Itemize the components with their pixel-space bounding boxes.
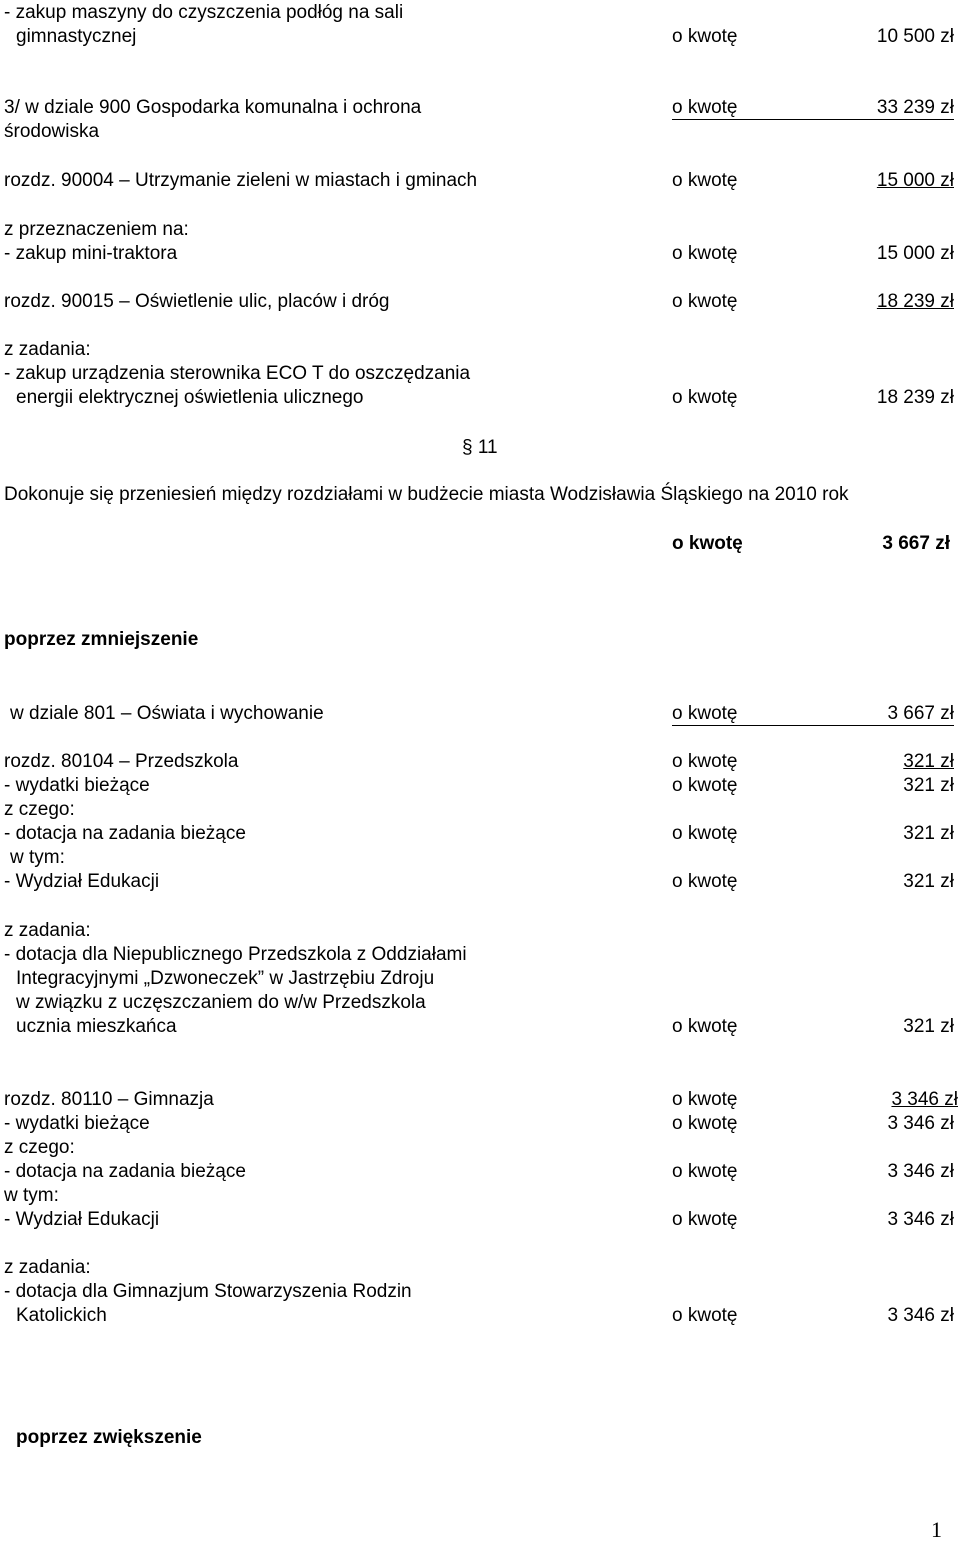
item-line: - dotacja na zadania bieżące — [4, 1161, 246, 1182]
section-line: w dziale 801 – Oświata i wychowanie — [10, 703, 324, 724]
amount-prefix: o kwotę — [672, 26, 738, 47]
section-line: 3/ w dziale 900 Gospodarka komunalna i ochrona — [4, 97, 422, 118]
item-line: - dotacja dla Niepublicznego Przedszkola z Oddziałami — [4, 944, 467, 965]
amount: 10 500 zł — [876, 26, 954, 47]
section-line: środowiska — [4, 121, 100, 142]
amount-prefix: o kwotę — [672, 751, 738, 772]
amount-prefix: o kwotę — [672, 1161, 738, 1182]
amount: 3 667 zł — [887, 703, 954, 724]
amount-prefix: o kwotę — [672, 291, 738, 312]
chapter-line: rozdz. 80104 – Przedszkola — [4, 751, 239, 772]
item-line: - Wydział Edukacji — [4, 871, 160, 892]
amount: 15 000 zł — [876, 170, 954, 191]
amount-prefix: o kwotę — [672, 1089, 738, 1110]
amount-prefix: o kwotę — [672, 775, 738, 796]
item-line: Integracyjnymi „Dzwoneczek” w Jastrzębiu Zdroju — [16, 968, 435, 989]
page-number: 1 — [931, 1517, 942, 1542]
amount-prefix: o kwotę — [672, 387, 738, 408]
label-line: w tym: — [10, 847, 65, 868]
amount: 3 346 zł — [891, 1089, 958, 1110]
item-line: - Wydział Edukacji — [4, 1209, 160, 1230]
item-line: - zakup mini-traktora — [4, 243, 178, 264]
chapter-line: rozdz. 90015 – Oświetlenie ulic, placów i dróg — [4, 291, 390, 312]
amount: 15 000 zł — [876, 243, 954, 264]
total-amount: 3 667 zł — [882, 533, 950, 554]
amount: 18 239 zł — [876, 291, 954, 312]
item-line: - wydatki bieżące — [4, 775, 150, 796]
item-line: - dotacja dla Gimnazjum Stowarzyszenia Rodzin — [4, 1281, 412, 1302]
amount: 3 346 zł — [887, 1209, 954, 1230]
amount-prefix: o kwotę — [672, 1113, 738, 1134]
chapter-line: rozdz. 90004 – Utrzymanie zieleni w miastach i gminach — [4, 170, 478, 191]
item-line: - zakup maszyny do czyszczenia podłóg na sali — [4, 2, 404, 23]
label-line: z zadania: — [4, 920, 91, 941]
label-line: w tym: — [4, 1185, 59, 1206]
label-line: z przeznaczeniem na: — [4, 219, 189, 240]
label-line: z czego: — [4, 799, 75, 820]
amount: 321 zł — [903, 1016, 954, 1037]
amount: 3 346 zł — [887, 1305, 954, 1326]
item-line: - wydatki bieżące — [4, 1113, 150, 1134]
label-line: z zadania: — [4, 1257, 91, 1278]
amount-prefix: o kwotę — [672, 170, 738, 191]
amount-prefix: o kwotę — [672, 1209, 738, 1230]
amount-prefix: o kwotę — [672, 97, 954, 120]
chapter-line: rozdz. 80110 – Gimnazja — [4, 1089, 214, 1110]
subheading: poprzez zwiększenie — [16, 1427, 202, 1448]
item-line: - zakup urządzenia sterownika ECO T do oszczędzania — [4, 363, 471, 384]
item-line: ucznia mieszkańca — [16, 1016, 177, 1037]
amount: 33 239 zł — [876, 97, 954, 118]
amount: 321 zł — [903, 823, 954, 844]
amount: 321 zł — [903, 775, 954, 796]
paragraph-heading: § 11 — [462, 437, 498, 458]
label-line: z zadania: — [4, 339, 91, 360]
amount-prefix: o kwotę — [672, 871, 738, 892]
body-text: Dokonuje się przeniesień między rozdziałami w budżecie miasta Wodzisławia Śląskiego na 2010 rok — [4, 484, 849, 505]
item-line: energii elektrycznej oświetlenia ulicznego — [16, 387, 364, 408]
amount-prefix: o kwotę — [672, 1016, 738, 1037]
label-line: z czego: — [4, 1137, 75, 1158]
amount: 3 346 zł — [887, 1113, 954, 1134]
item-line: - dotacja na zadania bieżące — [4, 823, 246, 844]
amount: 3 346 zł — [887, 1161, 954, 1182]
subheading: poprzez zmniejszenie — [4, 629, 199, 650]
item-line: gimnastycznej — [16, 26, 137, 47]
amount-prefix: o kwotę — [672, 1305, 738, 1326]
amount-prefix: o kwotę — [672, 533, 743, 554]
amount: 321 zł — [903, 751, 954, 772]
item-line: Katolickich — [16, 1305, 107, 1326]
amount-prefix: o kwotę — [672, 703, 954, 726]
amount: 18 239 zł — [876, 387, 954, 408]
amount: 321 zł — [903, 871, 954, 892]
amount-prefix: o kwotę — [672, 243, 738, 264]
amount-prefix: o kwotę — [672, 823, 738, 844]
item-line: w związku z uczęszczaniem do w/w Przedszkola — [16, 992, 426, 1013]
